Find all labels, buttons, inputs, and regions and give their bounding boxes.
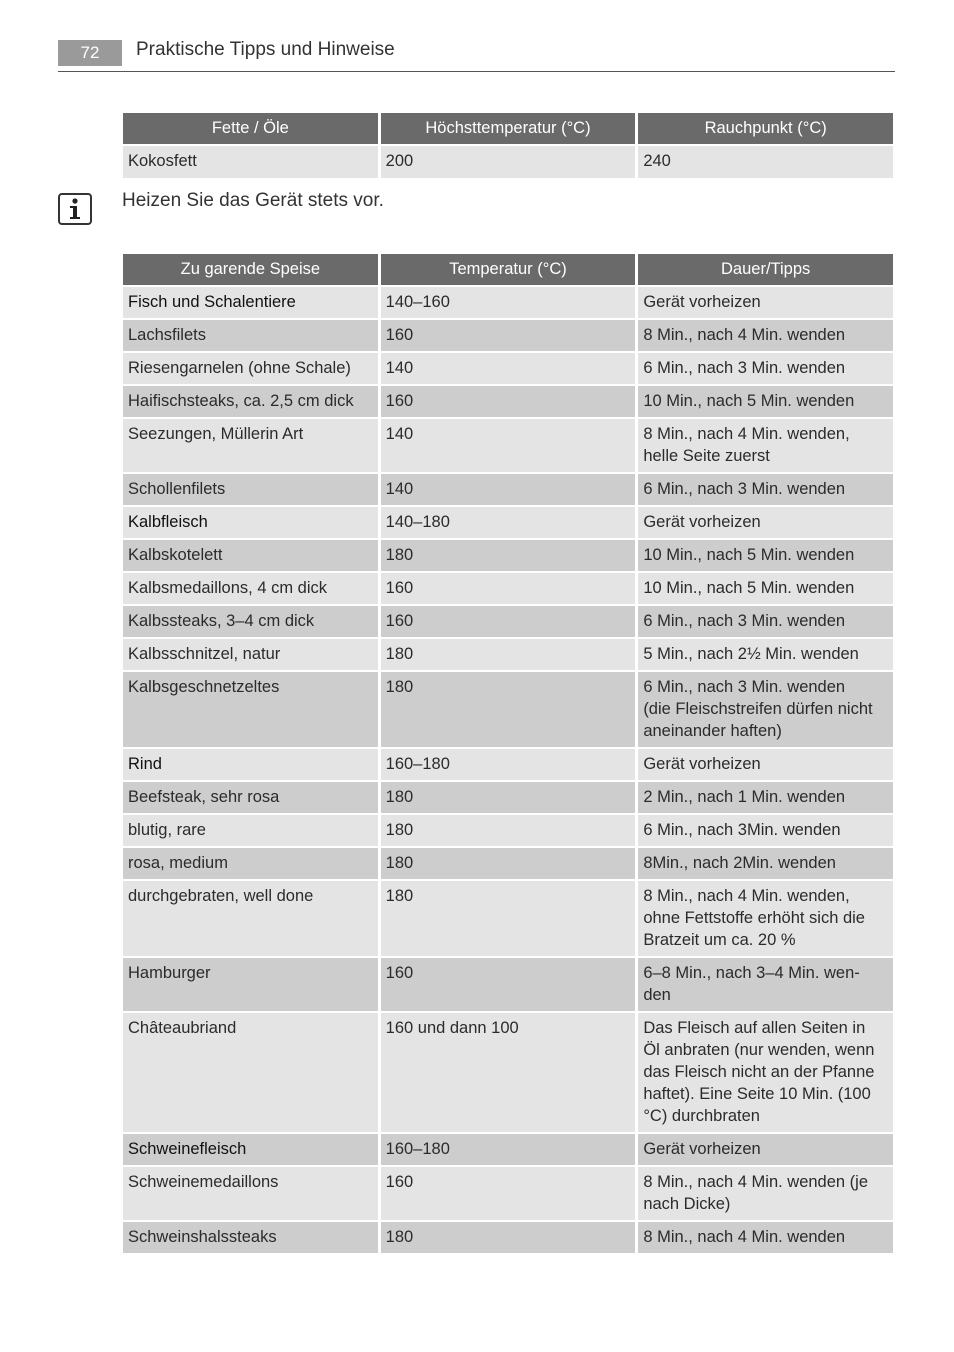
table-row bbox=[123, 958, 893, 1011]
oil-table-header-fats: Fette / Öle bbox=[123, 113, 378, 144]
temperature-cell: 160 und dann 100 bbox=[381, 1013, 636, 1132]
dish-cell: rosa, medium bbox=[123, 848, 378, 879]
duration-tips-cell: Gerät vorheizen bbox=[638, 287, 893, 318]
dish-cell: Riesengarnelen (ohne Schale) bbox=[123, 353, 378, 384]
dish-cell: Schollenfilets bbox=[123, 474, 378, 505]
temperature-cell: 140–160 bbox=[381, 287, 636, 318]
dish-cell: Schweinshalssteaks bbox=[123, 1222, 378, 1253]
duration-tips-cell: 2 Min., nach 1 Min. wenden bbox=[638, 782, 893, 813]
table-row bbox=[123, 540, 893, 571]
dish-cell: Beefsteak, sehr rosa bbox=[123, 782, 378, 813]
table-row bbox=[123, 848, 893, 879]
page-title: Praktische Tipps und Hinweise bbox=[136, 39, 395, 60]
oil-table-header-smoke-point: Rauchpunkt (°C) bbox=[638, 113, 893, 144]
table-row bbox=[123, 639, 893, 670]
header-rule bbox=[58, 71, 895, 72]
table-row bbox=[123, 320, 893, 351]
temperature-cell: 180 bbox=[381, 639, 636, 670]
dish-cell: Hamburger bbox=[123, 958, 378, 1011]
dish-cell: Seezungen, Müllerin Art bbox=[123, 419, 378, 472]
duration-tips-cell: 8Min., nach 2Min. wenden bbox=[638, 848, 893, 879]
dish-cell: Fisch und Schalentiere bbox=[123, 287, 378, 318]
table-row bbox=[123, 474, 893, 505]
dish-cell: Kalbfleisch bbox=[123, 507, 378, 538]
table-row bbox=[123, 606, 893, 637]
table-row bbox=[123, 672, 893, 747]
page-number: 72 bbox=[58, 40, 122, 66]
food-table-body bbox=[123, 287, 893, 1253]
category-row bbox=[123, 1134, 893, 1165]
oil-name-cell: Kokosfett bbox=[123, 146, 378, 178]
duration-tips-cell: 10 Min., nach 5 Min. wenden bbox=[638, 573, 893, 604]
table-row bbox=[123, 1222, 893, 1253]
smoke-point-cell: 240 bbox=[638, 146, 893, 178]
table-row bbox=[123, 573, 893, 604]
dish-cell: durchgebraten, well done bbox=[123, 881, 378, 956]
temperature-cell: 180 bbox=[381, 672, 636, 747]
temperature-cell: 180 bbox=[381, 881, 636, 956]
temperature-cell: 160 bbox=[381, 958, 636, 1011]
temperature-cell: 160–180 bbox=[381, 749, 636, 780]
dish-cell: Haifischsteaks, ca. 2,5 cm dick bbox=[123, 386, 378, 417]
oil-table-header-row bbox=[123, 113, 893, 144]
table-row bbox=[123, 815, 893, 846]
temperature-cell: 160 bbox=[381, 320, 636, 351]
table-row bbox=[123, 146, 893, 178]
duration-tips-cell: 8 Min., nach 4 Min. wenden, helle Seite zuerst bbox=[638, 419, 893, 472]
dish-cell: Kalbssteaks, 3–4 cm dick bbox=[123, 606, 378, 637]
preheat-note: Heizen Sie das Gerät stets vor. bbox=[122, 190, 384, 211]
temperature-cell: 140 bbox=[381, 353, 636, 384]
category-row bbox=[123, 507, 893, 538]
duration-tips-cell: 6 Min., nach 3 Min. wenden (die Fleischstreifen dürfen nicht aneinander haften) bbox=[638, 672, 893, 747]
food-table-header-dish: Zu garende Speise bbox=[123, 254, 378, 285]
duration-tips-cell: 8 Min., nach 4 Min. wenden, ohne Fettstoffe erhöht sich die Bratzeit um ca. 20 % bbox=[638, 881, 893, 956]
food-table-header-duration-tips: Dauer/Tipps bbox=[638, 254, 893, 285]
temperature-cell: 140–180 bbox=[381, 507, 636, 538]
dish-cell: Châteaubriand bbox=[123, 1013, 378, 1132]
dish-cell: Schweinemedaillons bbox=[123, 1167, 378, 1220]
temperature-cell: 160 bbox=[381, 1167, 636, 1220]
duration-tips-cell: 8 Min., nach 4 Min. wenden (je nach Dicke) bbox=[638, 1167, 893, 1220]
info-icon bbox=[58, 193, 92, 225]
temperature-cell: 180 bbox=[381, 540, 636, 571]
dish-cell: Rind bbox=[123, 749, 378, 780]
table-row bbox=[123, 1013, 893, 1132]
table-row bbox=[123, 782, 893, 813]
dish-cell: Lachsfilets bbox=[123, 320, 378, 351]
table-row bbox=[123, 1167, 893, 1220]
duration-tips-cell: 6 Min., nach 3 Min. wenden bbox=[638, 474, 893, 505]
duration-tips-cell: 5 Min., nach 2½ Min. wenden bbox=[638, 639, 893, 670]
duration-tips-cell: Gerät vorheizen bbox=[638, 749, 893, 780]
food-table-header-temperature: Temperatur (°C) bbox=[381, 254, 636, 285]
duration-tips-cell: 6 Min., nach 3 Min. wenden bbox=[638, 353, 893, 384]
dish-cell: Kalbsmedaillons, 4 cm dick bbox=[123, 573, 378, 604]
oil-table-header-max-temp: Höchsttemperatur (°C) bbox=[381, 113, 636, 144]
food-table-header-row bbox=[123, 254, 893, 285]
duration-tips-cell: 6–8 Min., nach 3–4 Min. wen- den bbox=[638, 958, 893, 1011]
temperature-cell: 140 bbox=[381, 419, 636, 472]
duration-tips-cell: 10 Min., nach 5 Min. wenden bbox=[638, 540, 893, 571]
category-row bbox=[123, 749, 893, 780]
dish-cell: Schweinefleisch bbox=[123, 1134, 378, 1165]
max-temp-cell: 200 bbox=[381, 146, 636, 178]
dish-cell: blutig, rare bbox=[123, 815, 378, 846]
table-row bbox=[123, 419, 893, 472]
temperature-cell: 160 bbox=[381, 606, 636, 637]
temperature-cell: 140 bbox=[381, 474, 636, 505]
table-row bbox=[123, 881, 893, 956]
duration-tips-cell: 10 Min., nach 5 Min. wenden bbox=[638, 386, 893, 417]
duration-tips-cell: Gerät vorheizen bbox=[638, 507, 893, 538]
temperature-cell: 180 bbox=[381, 782, 636, 813]
duration-tips-cell: 8 Min., nach 4 Min. wenden bbox=[638, 1222, 893, 1253]
duration-tips-cell: 8 Min., nach 4 Min. wenden bbox=[638, 320, 893, 351]
dish-cell: Kalbsschnitzel, natur bbox=[123, 639, 378, 670]
temperature-cell: 160–180 bbox=[381, 1134, 636, 1165]
duration-tips-cell: Gerät vorheizen bbox=[638, 1134, 893, 1165]
temperature-cell: 180 bbox=[381, 815, 636, 846]
temperature-cell: 160 bbox=[381, 573, 636, 604]
duration-tips-cell: 6 Min., nach 3Min. wenden bbox=[638, 815, 893, 846]
duration-tips-cell: Das Fleisch auf allen Seiten in Öl anbraten (nur wenden, wenn das Fleisch nicht an der Pfanne haftet). Eine Seite 10 Min. (100 °C) durchbraten bbox=[638, 1013, 893, 1132]
dish-cell: Kalbskotelett bbox=[123, 540, 378, 571]
temperature-cell: 180 bbox=[381, 1222, 636, 1253]
temperature-cell: 180 bbox=[381, 848, 636, 879]
food-table bbox=[120, 252, 896, 1255]
dish-cell: Kalbsgeschnetzeltes bbox=[123, 672, 378, 747]
temperature-cell: 160 bbox=[381, 386, 636, 417]
duration-tips-cell: 6 Min., nach 3 Min. wenden bbox=[638, 606, 893, 637]
table-row bbox=[123, 353, 893, 384]
oil-table bbox=[120, 111, 896, 180]
category-row bbox=[123, 287, 893, 318]
table-row bbox=[123, 386, 893, 417]
